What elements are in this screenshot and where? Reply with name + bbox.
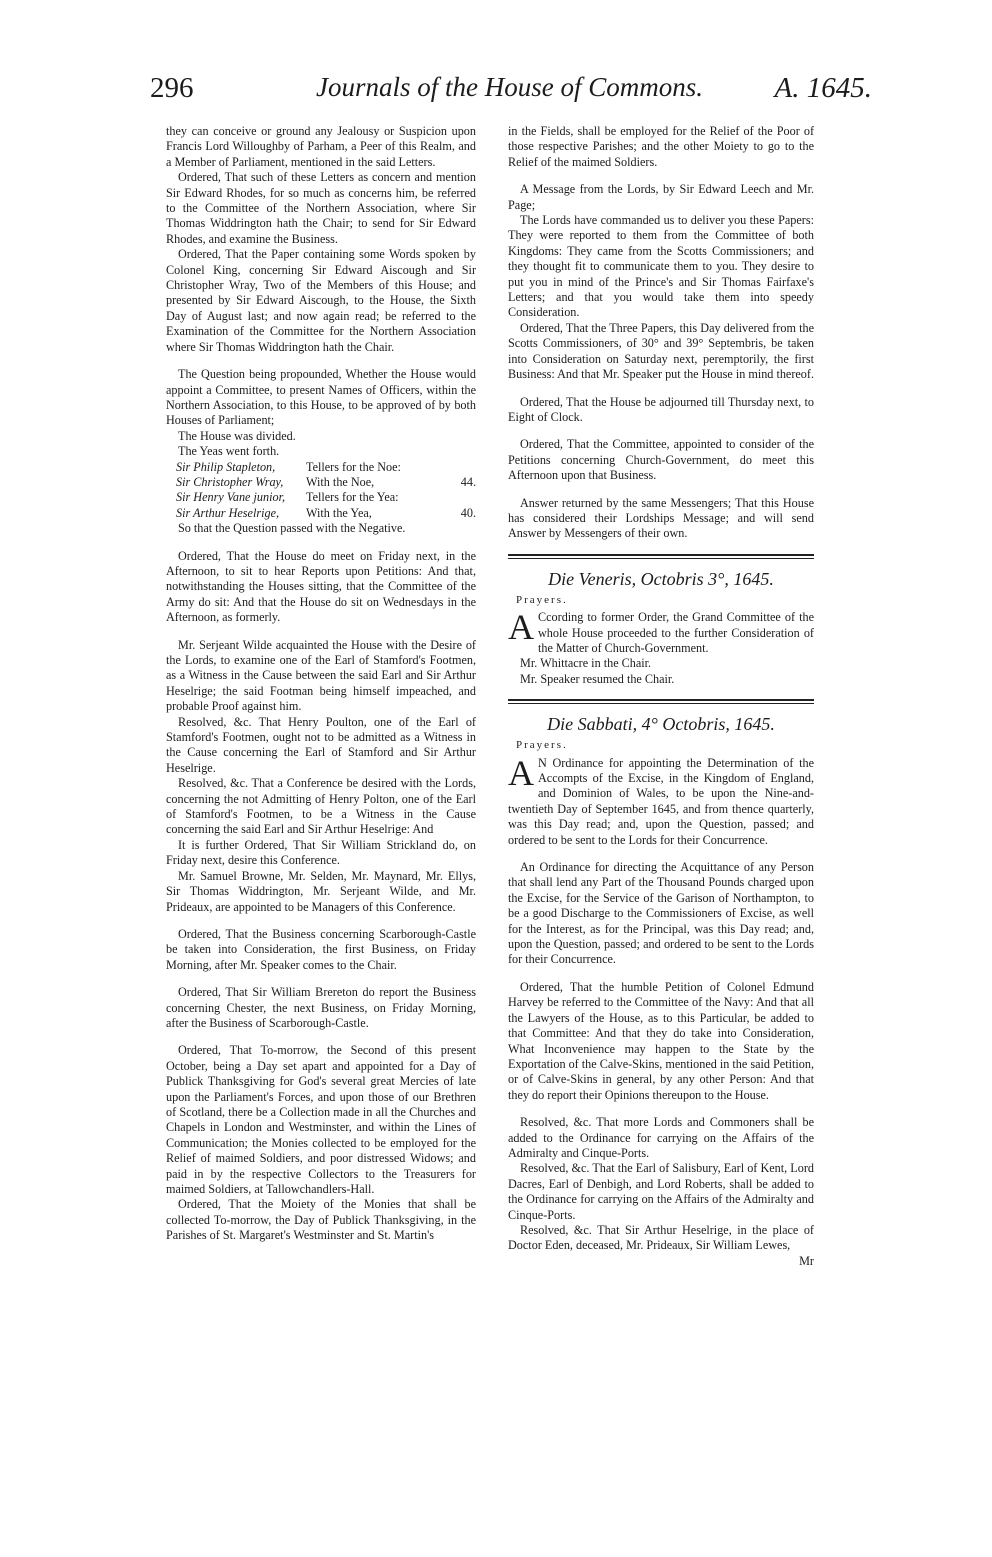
yeas-line: The Yeas went forth. bbox=[178, 444, 280, 459]
section-rule bbox=[508, 558, 814, 559]
paragraph: Mr. Serjeant Wilde acquainted the House with the Desire of the Lords, to examine one of the Earl of Stamford's Footmen, as a Witness in the Cause between the said Earl and Sir Arthur Heselrige; the said Footman being himself impeached, and probable Proof against him. bbox=[166, 637, 476, 714]
paragraph: Ordered, That the Moiety of the Monies that shall be collected To-morrow, the Day of Publick Thanksgiving, in the Parishes of St. Margaret's Westminster and St. Martin's bbox=[166, 1197, 476, 1243]
page-header bbox=[150, 70, 872, 120]
teller-name: Sir Arthur Heselrige, bbox=[176, 505, 280, 520]
section-rule bbox=[508, 699, 814, 701]
paragraph: Ordered, That the House be adjourned till Thursday next, to Eight of Clock. bbox=[508, 394, 814, 424]
catchword: Mr bbox=[799, 1253, 814, 1268]
paragraph: Ordered, That the Paper containing some Words spoken by Colonel King, concerning Sir Edward Aiscough and Sir Christopher Wray, Two of the Members of this House; and presented by Sir Edward Aiscough, to the House, the Sixth Day of August last; and now again read; be referred to the Examination of the Committee for the Northern Association where Sir Thomas Widdrington hath the Chair. bbox=[166, 247, 476, 354]
paragraph: Ordered, That such of these Letters as concern and mention Sir Edward Rhodes, for so much as concerns him, be referred to the Committee of the Northern Association, where Sir Thomas Widdrington hath the Chair; to send for Sir Edward Rhodes, and examine the Business. bbox=[166, 170, 476, 246]
paragraph: Ccording to former Order, the Grand Committee of the whole House proceeded to the further Consideration of the Matter of Church-Government. bbox=[538, 610, 814, 655]
tellers-table bbox=[166, 460, 476, 522]
paragraph: A Message from the Lords, by Sir Edward Leech and Mr. Page; bbox=[508, 182, 814, 212]
paragraph: Mr. Whittacre in the Chair. bbox=[520, 656, 652, 671]
teller-row bbox=[176, 460, 476, 475]
paragraph: Answer returned by the same Messengers; That this House has considered their Lordships Message; and will send Answer by Messengers of their own. bbox=[508, 495, 814, 541]
teller-name: Sir Philip Stapleton, bbox=[176, 459, 276, 474]
paragraph: Ordered, That the Three Papers, this Day delivered from the Scotts Commissioners, of 30° and 39° Septembris, be taken into Consideration on Saturday next, peremptorily, the first Business: And that Mr. Speaker put the House in mind thereof. bbox=[508, 320, 815, 382]
paragraph: Resolved, &c. That Henry Poulton, one of the Earl of Stamford's Footmen, ought not to be admitted as a Witness in the Cause concerning the Earl of Stamford and Sir Arthur Heselrige. bbox=[166, 714, 476, 775]
result-line: So that the Question passed with the Negative. bbox=[178, 521, 406, 536]
teller-name: Sir Henry Vane junior, bbox=[176, 490, 286, 505]
page-number: 296 bbox=[150, 72, 194, 104]
paragraph: Resolved, &c. That a Conference be desired with the Lords, concerning the not Admitting of Henry Polton, one of the Earl of Stamford's Footmen, to be a Witness in the Cause concerning the said Earl and Sir Arthur Heselrige: And bbox=[166, 776, 476, 837]
right-column bbox=[508, 124, 814, 1269]
running-title: Journals of the House of Commons. bbox=[316, 72, 703, 102]
paragraph: The Question being propounded, Whether the House would appoint a Committee, to present Names of Officers, within the Northern Association, to this House, to be approved of by both Houses of Parliament; bbox=[166, 367, 476, 428]
paragraph: Resolved, &c. That the Earl of Salisbury, Earl of Kent, Lord Dacres, Earl of Denbigh, and Lord Roberts, shall be added to the Ordinance for carrying on the Affairs of the Admiralty and Cinque-Ports. bbox=[508, 1161, 814, 1222]
teller-count bbox=[446, 460, 476, 475]
teller-row bbox=[176, 506, 476, 521]
teller-row bbox=[176, 490, 476, 505]
day-heading: Die Veneris, Octobris 3°, 1645. bbox=[548, 568, 774, 589]
paragraph: they can conceive or ground any Jealousy or Suspicion upon Francis Lord Willoughby of Parham, a Peer of this Realm, and a Member of Parliament, mentioned in the said Letters. bbox=[166, 124, 476, 169]
paragraph: Ordered, That the Committee, appointed to consider of the Petitions concerning Church-Government, do meet this Afternoon upon that Business. bbox=[508, 437, 814, 483]
entry-with-dropcap bbox=[508, 752, 814, 848]
division-line: The House was divided. bbox=[178, 428, 296, 443]
prayers-label: Prayers. bbox=[516, 593, 568, 606]
teller-role: Tellers for the Noe: bbox=[306, 459, 401, 474]
teller-role: With the Yea, bbox=[306, 505, 372, 520]
prayers-label: Prayers. bbox=[516, 739, 568, 752]
paragraph: The Lords have commanded us to deliver you these Papers: They were reported to them from the Committee of both Kingdoms: They came from the Scotts Commissioners; and they thought fit to communicate them to you. They desire to put you in mind of the Prince's and Sir Thomas Fairfaxe's Letters; and that you would take them into speedy Consideration. bbox=[508, 213, 814, 320]
teller-row bbox=[176, 475, 476, 490]
paragraph: Ordered, That Sir William Brereton do report the Business concerning Chester, the next Business, on Friday Morning, after the Business of Scarborough-Castle. bbox=[166, 985, 476, 1030]
paragraph: Ordered, That the House do meet on Friday next, in the Afternoon, to sit to hear Reports upon Petitions: And that, notwithstanding the Houses sitting, that the Committee of the Army do sit: And that the House do sit on Wednesdays in the Afternoon, as formerly. bbox=[166, 548, 476, 625]
paragraph: Mr. Samuel Browne, Mr. Selden, Mr. Maynard, Mr. Ellys, Sir Thomas Widdrington, Mr. Serjeant Wilde, and Mr. Prideaux, are appointed to be Managers of this Conference. bbox=[166, 868, 476, 914]
left-column bbox=[166, 124, 476, 1244]
paragraph: Resolved, &c. That Sir Arthur Heselrige, in the place of Doctor Eden, deceased, Mr. Prideaux, Sir William Lewes, bbox=[508, 1222, 814, 1253]
day-heading: Die Sabbati, 4° Octobris, 1645. bbox=[547, 714, 775, 735]
paragraph: Ordered, That the humble Petition of Colonel Edmund Harvey be referred to the Committee of the Navy: And that all the Lawyers of the House, as to this Particular, be added to that Committee: And that they do take into Consideration, What Inconvenience may happen to the State by the Exportation of the Calve-Skins, mentioned in the said Petition, or of Calve-Skins in general, by any other Person: And that they do report their Opinions thereupon to the House. bbox=[508, 979, 814, 1102]
teller-count: 44. bbox=[460, 474, 476, 489]
teller-role: With the Noe, bbox=[306, 474, 375, 489]
teller-count bbox=[446, 490, 476, 505]
paragraph: Resolved, &c. That more Lords and Commoners shall be added to the Ordinance for carrying on the Affairs of the Admiralty and Cinque-Ports. bbox=[508, 1115, 814, 1160]
teller-role: Tellers for the Yea: bbox=[306, 490, 399, 505]
paragraph: in the Fields, shall be employed for the Relief of the Poor of those respective Parishes; and the other Moiety to go to the Relief of the maimed Soldiers. bbox=[508, 124, 814, 169]
paragraph: N Ordinance for appointing the Determination of the Accompts of the Excise, in the Kingdom of England, and Dominion of Wales, to be upon the Nine-and-twentieth Day of September 1645, and from thence quarterly, was this Day read; and, upon the Question, passed; and ordered to be sent to the Lords for their Concurrence. bbox=[508, 755, 814, 847]
paragraph: Mr. Speaker resumed the Chair. bbox=[520, 671, 675, 686]
section-rule bbox=[508, 554, 814, 556]
drop-cap: A bbox=[508, 607, 534, 648]
paragraph: An Ordinance for directing the Acquittance of any Person that shall lend any Part of the Thousand Pounds charged upon the Excise, for the Service of the Garison of Northampton, to be a good Discharge to the Commissioners of Excise, as well for the Interest, as for the Principal, was this Day read; and, upon the Question, passed; and ordered to be sent to the Lords for their Concurrence. bbox=[508, 860, 814, 967]
entry-with-dropcap bbox=[508, 607, 814, 656]
teller-count: 40. bbox=[460, 505, 476, 520]
paragraph: It is further Ordered, That Sir William Strickland do, on Friday next, desire this Conference. bbox=[166, 837, 476, 868]
teller-name: Sir Christopher Wray, bbox=[176, 474, 284, 489]
section-rule bbox=[508, 703, 814, 704]
paragraph: Ordered, That To-morrow, the Second of this present October, being a Day set apart and appointed for a Day of Publick Thanksgiving for God's several great Mercies of late upon the Parliament's Forces, and upon those of our Brethren of Scotland, there be a Collection made in all the Churches and Chapels in London and Westminster, and within the Lines of Communication; the Monies collected to be employed for the Relief of maimed Soldiers, and poor distressed Widows; and paid in by the respective Collectors to the Treasurers for maimed Soldiers, at Tallowchandlers-Hall. bbox=[166, 1043, 476, 1196]
paragraph: Ordered, That the Business concerning Scarborough-Castle be taken into Consideration, the first Business, on Friday Morning, after Mr. Speaker comes to the Chair. bbox=[166, 926, 476, 972]
drop-cap: A bbox=[508, 752, 534, 793]
year-heading: A. 1645. bbox=[774, 72, 872, 104]
